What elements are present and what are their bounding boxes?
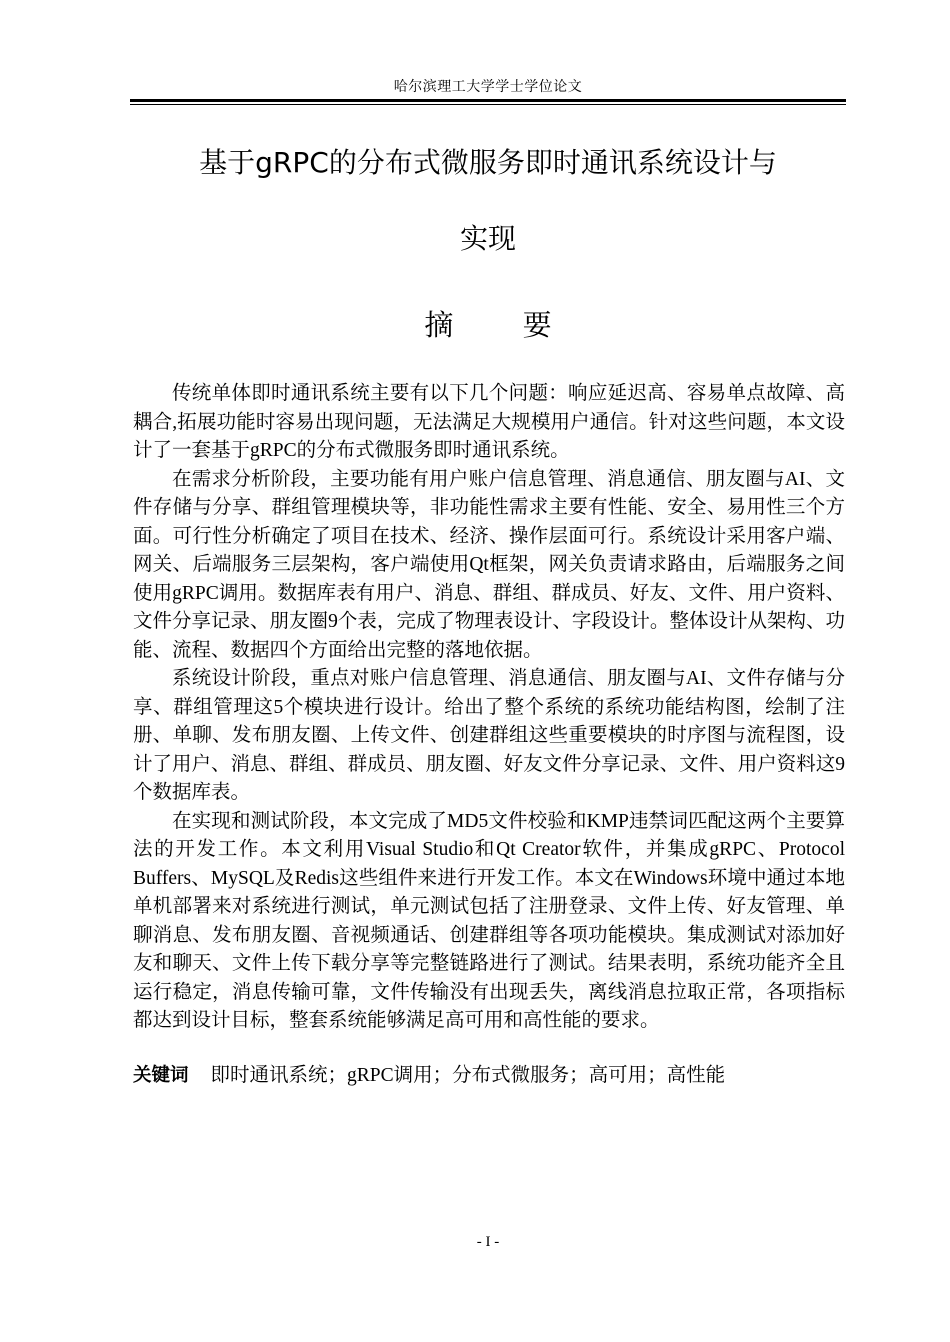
keywords-label: 关键词 [133,1065,189,1086]
page-number: - I - [476,1234,500,1250]
thesis-title-line-1: 基于gRPC的分布式微服务即时通讯系统设计与 [199,146,777,179]
running-header: 哈尔滨理工大学学士学位论文 [393,80,583,95]
thesis-title-line-2: 实现 [459,222,516,255]
abstract-paragraph: 传统单体即时通讯系统主要有以下几个问题：响应延迟高、容易单点故障、高耦合,拓展功能时容易出现问题，无法满足大规模用户通信。针对这些问题，本文设计了一套基于gRPC的分布式微服务即时通讯系统。 [133,383,845,461]
abstract-body [133,380,845,1036]
abstract-paragraph: 在实现和测试阶段，本文完成了MD5文件校验和KMP违禁词匹配这两个主要算法的开发工作。本文利用Visual Studio和Qt Creator软件，并集成gRPC、Protocol Buffers、MySQL及Redis这些组件来进行开发工作。本文在Windows环境中通过本地单机部署来对系统进行测试，单元测试包括了注册登录、文件上传、好友管理、单聊消息、发布朋友圈、音视频通话、创建群组等各项功能模块。集成测试对添加好友和聊天、文件上传下载分享等完整链路进行了测试。结果表明，系统功能齐全且运行稳定，消息传输可靠，文件传输没有出现丢失，离线消息拉取正常，各项指标都达到设计目标，整套系统能够满足高可用和高性能的要求。 [133,810,845,1031]
abstract-paragraph: 系统设计阶段，重点对账户信息管理、消息通信、朋友圈与AI、文件存储与分享、群组管理这5个模块进行设计。给出了整个系统的系统功能结构图，绘制了注册、单聊、发布朋友圈、上传文件、创建群组这些重要模块的时序图与流程图，设计了用户、消息、群组、群成员、朋友圈、好友文件分享记录、文件、用户资料这9个数据库表。 [133,668,845,803]
abstract-heading: 摘 要 [424,308,582,342]
keywords-text: 即时通讯系统；gRPC调用；分布式微服务；高可用；高性能 [210,1065,726,1086]
header-rule-thin [130,104,846,105]
keywords-line [133,1062,845,1090]
abstract-paragraph: 在需求分析阶段，主要功能有用户账户信息管理、消息通信、朋友圈与AI、文件存储与分享、群组管理模块等，非功能性需求主要有性能、安全、易用性三个方面。可行性分析确定了项目在技术、经济、操作层面可行。系统设计采用客户端、网关、后端服务三层架构，客户端使用Qt框架，网关负责请求路由，后端服务之间使用gRPC调用。数据库表有用户、消息、群组、群成员、好友、文件、用户资料、文件分享记录、朋友圈9个表，完成了物理表设计、字段设计。整体设计从架构、功能、流程、数据四个方面给出完整的落地依据。 [133,468,845,661]
header-rule-thick [130,99,846,102]
